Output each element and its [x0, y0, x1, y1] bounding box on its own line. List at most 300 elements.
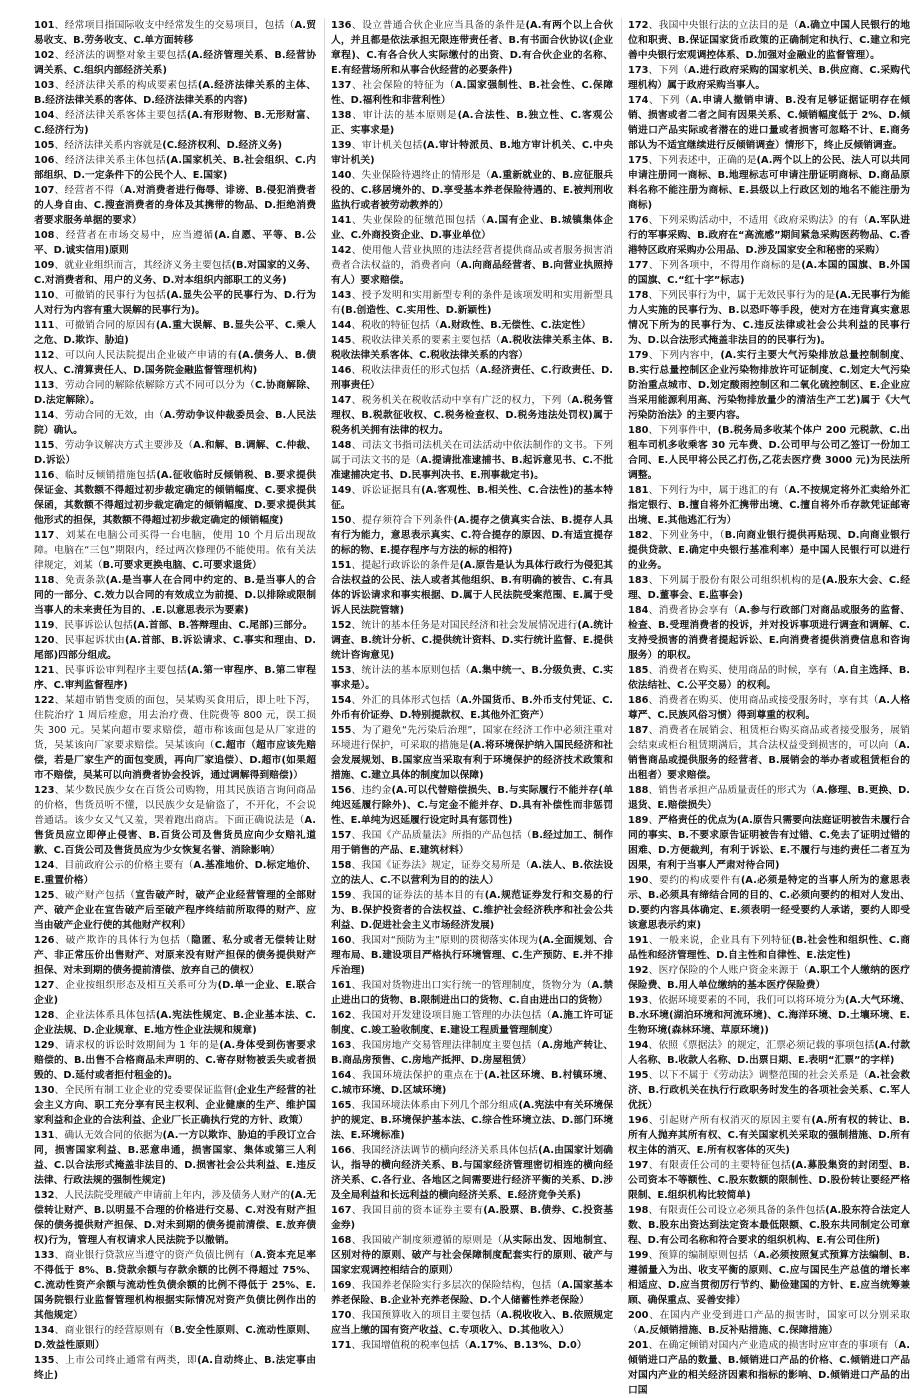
answer-text: A.必须按照复式预算方法编制、B.遵循量入为出、收支平衡的原则、C.应与国民生产总值的增长率相适应、D.应当贯彻厉行节约、勤俭建国的方针、E.应当统筹兼顾、确保重点、妥善安排） — [628, 1250, 910, 1306]
question-item — [331, 618, 613, 663]
question-separator: 、 — [351, 365, 362, 376]
question-number: 170 — [331, 1310, 352, 1321]
question-number: 180 — [628, 425, 649, 436]
answer-text: (A.国家机关、B.社会组织、C.内部组织、D.一定条件下的公民个人、E.国家) — [34, 155, 317, 181]
answer-text: A.人格尊严、C.民族风俗习惯）得到尊重的权利。 — [628, 695, 911, 721]
question-number: 173 — [628, 65, 649, 76]
question-text: 劳动合同的解除依解除方式不同可以分为（ — [64, 380, 256, 391]
question-number: 152 — [331, 620, 352, 631]
answer-text: (B.税务局多收某个体户 200 元税款、C.出租车司机多收乘客 30 元车费、D.公司甲与公司乙签订一份加工合同、E.人民甲将公民乙打伤,乙花去医疗费 3000 元)为民法所调整。 — [628, 425, 910, 481]
question-text: 劳动合同的无效，由（ — [64, 410, 164, 421]
question-text: 经济法律关系的构成要素包括 — [65, 80, 198, 91]
question-item — [34, 528, 316, 573]
question-separator: 、 — [648, 260, 659, 271]
answer-text: (A.一方以欺诈、胁迫的手段订立合同，损害国家利益、B.恶意串通，损害国家、集体或第三人利益、C.以合法形式掩盖非法目的、D.损害社会公共利益、E.违反法律、行政法规的强制性规定) — [34, 1130, 317, 1186]
answer-text: (A.客观性、B.相关性、C.合法性)的基本特征。 — [331, 485, 614, 511]
question-number: 116 — [34, 470, 55, 481]
question-item — [34, 288, 316, 318]
question-item — [331, 1038, 613, 1068]
question-number: 157 — [331, 830, 352, 841]
question-item — [34, 783, 316, 858]
question-number: 155 — [331, 725, 352, 736]
question-text: 设立普通合伙企业应当具备的条件是 — [362, 20, 526, 31]
question-separator: 、 — [648, 1205, 659, 1216]
question-item — [331, 978, 613, 1008]
question-item — [34, 228, 316, 258]
question-separator: 、 — [648, 785, 659, 796]
question-separator: 、 — [351, 725, 362, 736]
question-number: 176 — [628, 215, 649, 226]
question-text: 税收的特征包括（ — [361, 320, 440, 331]
question-separator: 、 — [54, 260, 65, 271]
question-item — [331, 1308, 613, 1338]
question-text: 确认无效合同的依据为 — [64, 1130, 163, 1141]
question-text: 我国目前的资本证券主要有 — [361, 1205, 484, 1216]
question-text: 企业法体系具体包括 — [64, 1010, 156, 1021]
question-number: 177 — [628, 260, 649, 271]
question-text: 消费者在购买、使用商品或接受服务时，享有其（ — [658, 695, 879, 706]
question-item — [331, 1233, 613, 1278]
question-text: 税收法律责任的形式包括（ — [361, 365, 480, 376]
answer-text: (B.创造性、C.实用性、D.新颖性) — [340, 305, 492, 316]
column-right — [621, 18, 911, 1396]
question-item — [331, 213, 613, 243]
question-separator: 、 — [648, 65, 659, 76]
question-item — [34, 888, 316, 933]
answer-text: A.向商品经营者、B.向营业执照持有人）要求赔偿。 — [331, 260, 613, 286]
question-number: 128 — [34, 1010, 55, 1021]
question-number: 112 — [34, 350, 55, 361]
question-number: 154 — [331, 695, 352, 706]
question-text: 商业银行的经营原则有（ — [64, 1325, 175, 1336]
question-item — [628, 1203, 910, 1248]
question-separator: 、 — [648, 1070, 659, 1081]
question-number: 199 — [628, 1250, 649, 1261]
question-separator: 、 — [351, 830, 362, 841]
question-separator: 、 — [54, 1010, 65, 1021]
question-number: 184 — [628, 605, 649, 616]
answer-text: (A.自愿、平等、B.公平、D.诚实信用)原则 — [34, 230, 317, 256]
answer-text: A.对消费者进行侮辱、诽谤、B.侵犯消费者的人身自由、C.搜查消费者的身体及其携带的物品、D.拒绝消费者要求服务单据的要求） — [34, 185, 317, 226]
question-item — [331, 333, 613, 363]
answer-text: A.贸易收支、B.劳务收支、C.单方面转移 — [34, 20, 317, 46]
question-text: 经济法律关系内容就是 — [64, 140, 163, 151]
answer-text: A.确立中国人民银行的地位和职责、B.保证国家货币政策的正确制定和执行、C.建立和完善中央银行宏观调控体系、D.加强对金融业的监督管理）。 — [628, 20, 911, 61]
question-separator: 、 — [54, 635, 65, 646]
answer-text: (A.经济法律关系的主体、B.经济法律关系的客体、D.经济法律关系的内容) — [34, 80, 317, 106]
question-number: 161 — [331, 980, 352, 991]
question-number: 138 — [331, 110, 352, 121]
question-separator: 、 — [54, 80, 66, 91]
answer-text: A.法人、B.依法设立的法人、C.不以营利为目的的法人） — [331, 860, 614, 886]
question-item — [628, 1338, 910, 1398]
question-separator: 、 — [648, 1040, 659, 1051]
question-item — [34, 663, 316, 693]
question-text: 下列（ — [659, 95, 691, 106]
answer-text: (A.必须是特定的当事人所为的意思表示、B.必须具有缔结合同的目的、C.必须向要约的相对人发出、D.要约内容具体确定、E.须表明一经受要约人承诺，要约人即受该意思表示约束) — [628, 875, 911, 931]
question-item — [34, 378, 316, 408]
answer-text: A.集中统一、B.分级负责、C.实事求是）。 — [331, 665, 614, 691]
question-separator: 、 — [351, 1280, 362, 1291]
question-item — [34, 153, 316, 183]
question-item — [331, 1008, 613, 1038]
answer-text: A.修理、B.更换、D.退货、E.赔偿损失） — [628, 785, 911, 811]
question-number: 175 — [628, 155, 649, 166]
question-item — [34, 18, 316, 48]
question-separator: 、 — [351, 215, 363, 226]
question-item — [331, 363, 613, 393]
question-item — [34, 348, 316, 378]
question-item — [331, 138, 613, 168]
question-item — [628, 1248, 910, 1308]
answer-text: (A.身体受到伤害要求赔偿的、B.出售不合格商品未声明的、C.寄存财物被丢失或者损毁的、D.延付或者拒付租金的)。 — [34, 1040, 316, 1081]
answer-text: 企业生产经营的社会主义方向、职工充分享有民主权利、企业健康的生产、维护国家利益和企业的合法利益、企业厂长正确执行党的方针、政策） — [34, 1085, 317, 1126]
question-item — [331, 663, 613, 693]
answer-text: A.税务管理权、B.税款征收权、C.税务检查权、D.税务违法处罚权)属于税务机关拥有法律的权力。 — [331, 395, 613, 436]
question-number: 195 — [628, 1070, 649, 1081]
question-text: 某超市销售变质的面包，吴某购买食用后，即上吐下泻，住院治疗 1 周后痊愈，用去治疗费、住院费等 800 元，误工损失 300 元。吴某向超市要求赔偿，超市称该面包是从厂家进的货，吴某该向厂家要求赔偿。吴某该向（ — [34, 695, 317, 751]
question-number: 103 — [34, 80, 55, 91]
question-number: 151 — [331, 560, 352, 571]
question-number: 129 — [34, 1040, 55, 1051]
question-number: 134 — [34, 1325, 55, 1336]
question-text: 经济法律关系主体包括 — [64, 155, 167, 166]
question-item — [628, 693, 910, 723]
column-left — [34, 18, 317, 1381]
question-item — [628, 1038, 910, 1068]
question-number: 192 — [628, 965, 649, 976]
question-text: 经营者不得（ — [64, 185, 125, 196]
question-text: 税务机关在税收活动中享有广泛的权力，下列（ — [361, 395, 572, 406]
question-item — [331, 858, 613, 888]
question-number: 159 — [331, 890, 352, 901]
question-separator: 、 — [648, 695, 659, 706]
question-separator: 、 — [351, 560, 362, 571]
question-text: 有限责任公司设立必须具备的条件包括 — [658, 1205, 826, 1216]
question-number: 150 — [331, 515, 352, 526]
question-item — [34, 633, 316, 663]
answer-text: A.基准地价、D.标定地价、E.重置价格） — [34, 860, 317, 886]
question-item — [331, 288, 613, 318]
answer-text: A.和解、B.调解、C.仲裁、D.诉讼） — [34, 440, 316, 466]
question-number: 119 — [34, 620, 55, 631]
question-separator: 、 — [54, 290, 65, 301]
answer-text: B.经过加工、制作用于销售的产品、E.建筑材料） — [331, 830, 613, 856]
question-text: 我国房地产交易管理法律制度主要包括（ — [361, 1040, 542, 1051]
question-separator: 、 — [54, 470, 65, 481]
question-item — [34, 408, 316, 438]
answer-text: (A.大气环境、B.水环境(湖泊环境和河流环境)、C.海洋环境、D.土壤环境、E.生物环境(森林环境、草原环境)) — [628, 995, 911, 1036]
question-text: 消费者在展销会、租赁柜台购买商品或者接受服务，展销会结束或柜台租赁期满后，其合法权益受到损害的，可以向（ — [628, 725, 911, 751]
question-text: 提起行政诉讼的条件是 — [361, 560, 460, 571]
question-text: 下列行为中，属于逃汇的有（ — [658, 485, 789, 496]
answer-text: A.反倾销措施、B.反补贴措施、C.保障措施） — [637, 1325, 838, 1336]
answer-text: A.税收法律关系主体、B.税收法律关系客体、C.税收法律关系的内容） — [331, 335, 614, 361]
question-separator: 、 — [54, 1325, 65, 1336]
answer-text: (A.自动终止、B.法定事由终止) — [34, 1355, 317, 1381]
question-text: 使用他人营业执照的违法经营者提供商品或者服务损害消费者合法权益的，消费者向（ — [331, 245, 614, 271]
answer-text: (A.股东符合法定人数、B.股东出资达到法定资本最低限额、C.股东共同制定公司章程、D.有公司名称和符合要求的组织机构、E.有公司住所) — [628, 1205, 911, 1246]
question-item — [628, 63, 910, 93]
question-separator: 、 — [648, 965, 659, 976]
question-text: 在国内产业受到进口产品的损害时，国家可以分别采取（ — [628, 1310, 911, 1336]
question-separator: 、 — [351, 980, 362, 991]
question-separator: 、 — [54, 785, 65, 796]
question-separator: 、 — [351, 1340, 362, 1351]
answer-text: (A.无民事行为能力人实施的民事行为、B.以恐吓等手段，使对方在违背真实意思情况下所为的民事行为、C.违反法律或社会公共利益的民事行为、D.以合法形式掩盖非法目的的民事行为)。 — [628, 290, 911, 346]
answer-text: A.税收收入、B.依照规定应当上缴的国有资产收益、C.专项收入、D.其他收入） — [331, 1310, 614, 1336]
question-text: 某少数民族少女在百货公司购物，用其民族语言询问商品的价格，售货员听不懂，以民族少女是偷盗了，不开化，不会说普通话。该少女又气又羞，哭着跑出商店。下面正确说法是（ — [34, 785, 317, 826]
question-number: 160 — [331, 935, 352, 946]
question-separator: 、 — [54, 380, 65, 391]
question-text: 统计的基本任务是对国民经济和社会发展情况进行 — [361, 620, 578, 631]
question-item — [331, 513, 613, 558]
question-separator: 、 — [351, 1235, 362, 1246]
question-text: 我国《证券法》规定，证券交易所是（ — [361, 860, 531, 871]
question-item — [628, 213, 910, 258]
answer-text: A.资本充足率不得低于 8%、B.贷款余额与存款余额的比例不得超过 75%、C.流动性资产余额与流动性负债余额的比例不得低于 25%、E.国务院银行业监督管理机构根据实际情况对资产负债比例作出的其他规定） — [34, 1250, 317, 1321]
question-text: 审计机关包括 — [361, 140, 423, 151]
question-separator: 、 — [54, 620, 65, 631]
question-separator: 、 — [351, 620, 362, 631]
answer-text: A.经济责任、C.行政责任、D.刑事责任） — [331, 365, 613, 391]
question-separator: 、 — [648, 1340, 659, 1351]
question-item — [34, 618, 316, 633]
question-separator: 、 — [351, 320, 362, 331]
question-number: 137 — [331, 80, 352, 91]
question-number: 132 — [34, 1190, 55, 1201]
question-separator: 、 — [351, 1310, 362, 1321]
answer-text: (A.实行主要大气污染排放总量控制制度、B.实行总量控制区企业污染物排放许可证制度、C.划定大气污染防治重点城市、D.划定酸雨控制区和二氧化硫控制区、E.企业应当采用能源利用高、污染物排放量少的清洁生产工艺)属于《大气污染防治法》的主要内容。 — [628, 350, 911, 421]
question-number: 123 — [34, 785, 55, 796]
question-text: 授予发明和实用新型专利的条件是该项发明和实用新型具有 — [331, 290, 614, 316]
question-separator: 、 — [54, 110, 65, 121]
question-item — [331, 1068, 613, 1098]
question-separator: 、 — [351, 515, 362, 526]
question-text: 审计法的基本原则是 — [362, 110, 458, 121]
question-item — [628, 153, 910, 213]
question-item — [331, 783, 613, 828]
question-separator: 、 — [648, 1160, 659, 1171]
question-separator: 、 — [54, 50, 65, 61]
question-number: 148 — [331, 440, 352, 451]
question-separator: 、 — [351, 1100, 362, 1111]
question-separator: 、 — [54, 230, 66, 241]
question-item — [628, 1158, 910, 1203]
question-number: 197 — [628, 1160, 649, 1171]
question-text: 民事起诉状由 — [64, 635, 125, 646]
answer-text: (A.第一审程序、B.第二审程序、C.审判监督程序) — [34, 665, 317, 691]
question-number: 168 — [331, 1235, 352, 1246]
question-item — [628, 933, 910, 963]
question-text: 经营者在市场交易中，应当遵循 — [65, 230, 214, 241]
question-separator: 、 — [54, 935, 66, 946]
answer-text: (A.首部、B.答辩理由、C.尾部)三部分。 — [132, 620, 313, 631]
question-separator: 、 — [351, 80, 363, 91]
answer-text: (D.单一企业、E.联合企业) — [34, 980, 317, 1006]
answer-text: (A.社区环境、B.村镇环境、C.城市环境、D.区域环境) — [331, 1070, 614, 1096]
question-number: 172 — [628, 20, 649, 31]
question-number: 188 — [628, 785, 649, 796]
question-item — [34, 1008, 316, 1038]
question-item — [628, 783, 910, 813]
question-text: 依照《票据法》的规定，汇票必须记载的事项包括 — [658, 1040, 875, 1051]
question-text: 下列（ — [658, 65, 689, 76]
question-number: 193 — [628, 995, 649, 1006]
question-separator: 、 — [54, 1355, 65, 1366]
question-separator: 、 — [351, 860, 362, 871]
question-separator: 、 — [648, 215, 659, 226]
question-item — [628, 483, 910, 528]
question-separator: 、 — [351, 290, 362, 301]
answer-text: (A.征收临时反倾销税、B.要求提供保证金、其数额不得超过初步裁定确定的倾销幅度、C.要求提供保函，其数额不得超过初步裁定确定的倾销幅度、D.要求提供其他形式的担保，其数额不得超过初步裁定确定的倾销幅度) — [34, 470, 317, 526]
answer-text: A.售货员应立即停止侵害、B.百货公司及售货员应向少女赔礼道歉、C.百货公司及售货员应为少女恢复名誉、消除影响） — [34, 815, 316, 856]
question-separator: 、 — [351, 1205, 362, 1216]
question-text: 全民所有制工业企业的党委要保证监督( — [64, 1085, 237, 1096]
question-separator: 、 — [648, 665, 659, 676]
question-number: 122 — [34, 695, 55, 706]
question-item — [34, 138, 316, 153]
answer-text: (A.统计调查、B.统计分析、C.提供统计资料、D.实行统计监督、E.提供统计咨询意见) — [331, 620, 614, 661]
question-separator: 、 — [351, 1145, 362, 1156]
question-text: 刘某在电脑公司买得一台电脑，使用 10 个月后出现故障。电脑在“三包”期限内，经过两次修理仍不能使用。依有关法律规定，刘某（ — [34, 530, 316, 571]
question-number: 182 — [628, 530, 649, 541]
question-separator: 、 — [54, 695, 65, 706]
answer-text: (A.经济管理关系、B.经营协调关系、C.组织内部经济关系) — [34, 50, 317, 76]
question-item — [331, 108, 613, 138]
question-number: 115 — [34, 440, 55, 451]
answer-text: (A.可以代替赔偿损失、B.与实际履行不能并存(单纯迟延履行除外)、C.与定金不能并存、D.具有补偿性而非惩罚性、E.单纯为迟延履行设定时具有惩罚性) — [331, 785, 613, 826]
question-item — [34, 183, 316, 228]
question-number: 131 — [34, 1130, 55, 1141]
question-text: 可以向人民法院提出企业破产申请的有 — [64, 350, 238, 361]
question-item — [34, 1353, 316, 1383]
question-item — [628, 18, 910, 63]
question-separator: 、 — [351, 1070, 362, 1081]
question-separator: 、 — [54, 320, 65, 331]
question-separator: 、 — [648, 485, 659, 496]
question-text: 下列采购活动中，不适用《政府采购法》的有（ — [658, 215, 869, 226]
question-text: 经常项目指国际收支中经常发生的交易项目，包括（ — [64, 20, 295, 31]
question-number: 167 — [331, 1205, 352, 1216]
question-number: 127 — [34, 980, 55, 991]
question-text: 下列表述中，正确的是 — [658, 155, 757, 166]
question-number: 162 — [331, 1010, 352, 1021]
question-separator: 、 — [648, 875, 660, 886]
answer-text: B.向商业银行提供再贴现、D.向商业银行提供贷款、E.确定中央银行基准利率）是中国人民银行可以进行的业务。 — [628, 530, 910, 571]
question-separator: 、 — [351, 1010, 362, 1021]
question-item — [331, 1203, 613, 1233]
question-text: 社会保险的特征为（ — [362, 80, 455, 91]
answer-text: (A.规范证券发行和交易的行为、B.保护投资者的合法权益、C.维护社会经济秩序和社会公共利益、D.促进社会主义市场经济发展) — [331, 890, 614, 931]
answer-text: 从实际出发、因地制宜、区别对待的原则、破产与社会保障制度配套实行的原则、破产与国家宏观调控相结合的原则） — [331, 1235, 614, 1276]
question-text: 有限责任公司的主要特征包括 — [658, 1160, 792, 1171]
answer-text: (B.社会性和组织性、C.商品性和经济管理性、D.自主性和自律性、E.法定性) — [628, 935, 911, 961]
question-number: 136 — [331, 20, 352, 31]
question-separator: 、 — [54, 890, 65, 901]
question-text: 我国中央银行法的立法目的是（ — [658, 20, 799, 31]
answer-text: A.重新就业的、B.应征服兵役的、C.移居境外的、D.享受基本养老保险待遇的、E.被判刑收监执行或者被劳动教养的） — [331, 170, 614, 211]
question-separator: 、 — [351, 20, 363, 31]
answer-text: (A.原告是认为具体行政行为侵犯其合法权益的公民、法人或者其他组织、B.有明确的被告、C.有具体的诉讼请求和事实根据、D.属于人民法院受案范围、E.属于受诉人民法院管辖) — [331, 560, 614, 616]
answer-text: A.不按规定将外汇卖给外汇指定银行、B.擅自将外汇携带出境、C.擅自将外币存款凭证邮寄出境、E.其他逃汇行为） — [628, 485, 910, 526]
question-item — [628, 723, 910, 783]
question-separator: 、 — [351, 440, 362, 451]
answer-text: A.国家强制性、B.社会性、C.保障性、D.福利性和非营利性） — [331, 80, 614, 106]
answer-text: 宣告破产时，破产企业经营管理的全部财产、破产企业在宣告破产后至破产程序终结前所取得的财产、应当由破产企业行使的其他财产权利） — [34, 890, 317, 931]
question-text: 我国经济法调节的横向经济关系具体包括 — [361, 1145, 539, 1156]
question-separator: 、 — [54, 155, 65, 166]
question-text: 我国养老保险实行多层次的保险结构，包括（ — [361, 1280, 562, 1291]
question-number: 120 — [34, 635, 55, 646]
question-text: 诉讼证据具有 — [361, 485, 422, 496]
question-text: 劳动争议解决方式主要涉及（ — [64, 440, 194, 451]
question-text: 我国对货物进出口实行统一的管理制度，货物分为（ — [361, 980, 592, 991]
question-separator: 、 — [351, 695, 362, 706]
question-separator: 、 — [648, 155, 659, 166]
question-text: 破产财产包括（ — [64, 890, 136, 901]
question-item — [331, 1098, 613, 1143]
question-item — [331, 888, 613, 933]
answer-text: A.禁止进出口的货物、B.限制进出口的货物、C.自由进出口的货物） — [331, 980, 614, 1006]
question-item — [331, 1278, 613, 1308]
question-separator: 、 — [648, 1115, 659, 1126]
question-text: 司法文书指司法机关在司法活动中依法制作的文书。下列属于司法文书的是（ — [331, 440, 614, 466]
question-number: 109 — [34, 260, 55, 271]
question-item — [628, 1068, 910, 1113]
answer-text: (A.债务人、B.债权人、C.清算责任人、D.国务院金融监督管理机构) — [34, 350, 317, 376]
question-text: 商业银行贷款应当遵守的资产负债比例有（ — [64, 1250, 255, 1261]
question-separator: 、 — [54, 1190, 65, 1201]
question-separator: 、 — [648, 350, 660, 361]
answer-text: B.可要求更换电脑、C.可要求退货） — [102, 560, 262, 571]
question-number: 105 — [34, 140, 55, 151]
question-number: 169 — [331, 1280, 352, 1291]
answer-text: (A.本国的国旗、B.外国的国旗、C.“红十字”标志) — [628, 260, 911, 286]
question-number: 183 — [628, 575, 649, 586]
question-text: 可撤销合同的原因有 — [64, 320, 156, 331]
question-text: 外汇的具体形式包括（ — [361, 695, 461, 706]
question-separator: 、 — [54, 350, 65, 361]
answer-text: (A.合法性、B.独立性、C.客观公正、实事求是) — [331, 110, 613, 136]
answer-text: A.销售商品或提供服务的经营者、B.展销会的举办者或租赁柜台的出租者）要求赔偿。 — [628, 740, 910, 781]
answer-text: B.安全性原则、C.流动性原则、D.效益性原则） — [34, 1325, 317, 1351]
question-separator: 、 — [351, 170, 362, 181]
answer-text: (C.经济权利、D.经济义务) — [162, 140, 283, 151]
question-item — [628, 348, 910, 423]
question-number: 101 — [34, 20, 55, 31]
question-separator: 、 — [54, 140, 65, 151]
question-text: 消费者协会享有（ — [658, 605, 739, 616]
answer-text: A.提请批准逮捕书、B.起诉意见书、C.不批准逮捕决定书、D.民事判决书、E.刑事裁定书)。 — [331, 455, 614, 481]
question-text: 失业保险的征缴范围包括（ — [362, 215, 487, 226]
answer-text: A.进行政府采购的国家机关、B.供应商、C.采购代理机构）属于政府采购当事人。 — [628, 65, 911, 91]
question-item — [34, 468, 316, 528]
question-separator: 、 — [351, 140, 362, 151]
question-item — [628, 528, 910, 573]
answer-text: A.军队进行的军事采购、B.政府在“高流感”期间紧急采购医药物品、C.香港特区政府采购办公用品、D.涉及国家安全和秘密的采购） — [628, 215, 910, 256]
question-separator: 、 — [54, 20, 65, 31]
answer-text: (A.宪法性规定、B.企业基本法、C.企业法规、D.企业规章、E.地方性企业法规和规章) — [34, 1010, 316, 1036]
question-item — [628, 93, 910, 153]
question-number: 200 — [628, 1310, 649, 1321]
question-separator: 、 — [351, 335, 362, 346]
answer-text: (A.将环境保护纳入国民经济和社会发展规划、B.国家应当采取有利于环境保护的经济技术政策和措施、C.建立具体的制度加以保障) — [331, 740, 614, 781]
question-item — [331, 78, 613, 108]
answer-text: (A.是当事人在合同中约定的、B.是当事人的合同的一部分、C.效力以合同的有效成立为前提、D.以排除或限制当事人的未来责任为目的、.E.以意思表示为要素) — [34, 575, 317, 616]
question-separator: 、 — [54, 530, 66, 541]
answer-text: (A.宪法中有关环境保护的规定、B.环境保护基本法、C.综合性环境立法、D.部门环境法、E.环境标准) — [331, 1100, 614, 1141]
